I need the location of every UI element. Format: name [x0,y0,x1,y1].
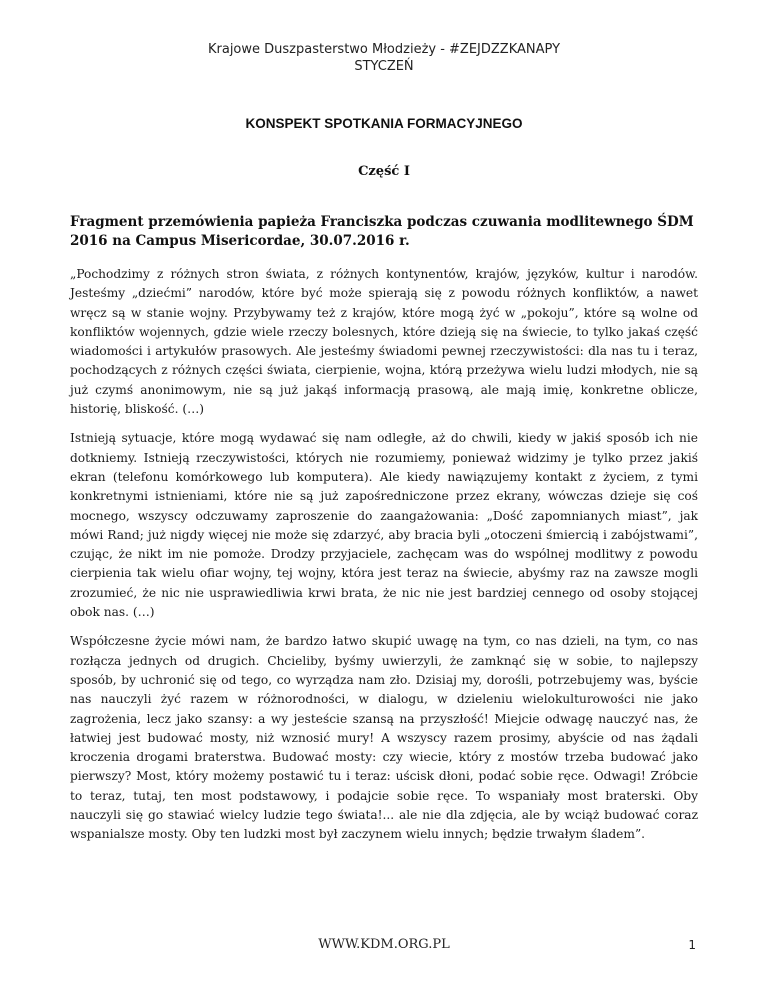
header-month: STYCZEŃ [354,59,414,74]
page-number: 1 [688,938,696,952]
footer-website-link[interactable]: WWW.KDM.ORG.PL [318,937,450,952]
paragraph-3: Współczesne życie mówi nam, że bardzo łatwo skupić uwagę na tym, co nas dzieli, na tym, co nas rozłącza jednych od drugich. Chcieliby, byśmy uwierzyli, że zamknąć się w sobie, to najlepszy sposób, by uchronić się od tego, co wyrządza nam zło. Dzisiaj my, dorośli, potrzebujemy was, byście nas nauczyli żyć razem w różnorodności, w dialogu, w dzieleniu wielokulturowości nie jako zagrożenia, lecz jako szansy: a wy jesteście szansą na przyszłość! Miejcie odwagę nauczyć nas, że łatwiej jest budować mosty, niż wznosić mury! A wszyscy razem prosimy, abyście od nas żądali kroczenia drogami braterstwa. Budować mosty: czy wiecie, który z mostów trzeba budować jako pierwszy? Most, który możemy postawić tu i teraz: uścisk dłoni, podać sobie ręce. Odwagi! Zróbcie to teraz, tutaj, ten most podstawowy, i podajcie sobie ręce. To wspaniały most braterski. Oby nauczyli się go stawiać wielcy ludzie tego świata!... ale nie dla zdjęcia, ale by wciąż budować coraz wspanialsze mosty. Oby ten ludzki most był zaczynem wielu innych; będzie trwałym śladem”. [70,634,698,842]
section-title: Fragment przemówienia papieża Franciszka podczas czuwania modlitewnego ŚDM 2016 na Campus Misericordae, 30.07.2016 r. [70,214,694,249]
part-label: Część I [358,164,410,179]
document-heading: KONSPEKT SPOTKANIA FORMACYJNEGO [245,116,523,131]
header-organization: Krajowe Duszpasterstwo Młodzieży - #ZEJDZZKANAPY [207,42,561,57]
body-text [70,265,698,855]
paragraph-2: Istnieją sytuacje, które mogą wydawać się nam odległe, aż do chwili, kiedy w jakiś sposób ich nie dotkniemy. Istnieją rzeczywistości, których nie rozumiemy, ponieważ widzimy je tylko przez jakiś ekran (telefonu komórkowego lub komputera). Ale kiedy nawiązujemy kontakt z życiem, z tymi konkretnymi istnieniami, które nie są już zapośredniczone przez ekrany, wówczas dzieje się coś mocnego, wszyscy odczuwamy zaproszenie do zaangażowania: „Dość zapomnianych miast”, jak mówi Rand; już nigdy więcej nie może się zdarzyć, aby bracia byli „otoczeni śmiercią i zabójstwami”, czując, że nikt im nie pomoże. Drodzy przyjaciele, zachęcam was do wspólnej modlitwy z powodu cierpienia tak wielu ofiar wojny, tej wojny, która jest teraz na świecie, abyśmy raz na zawsze mogli zrozumieć, że nic nie usprawiedliwia krwi brata, że nic nie jest bardziej cennego od osoby stojącej obok nas. (…) [70,431,698,620]
paragraph-1: „Pochodzimy z różnych stron świata, z różnych kontynentów, krajów, języków, kultur i narodów. Jesteśmy „dziećmi” narodów, które być może spierają się z powodu różnych konfliktów, a nawet wręcz są w stanie wojny. Przybywamy też z krajów, które mogą żyć w „pokoju”, które są wolne od konfliktów wojennych, gdzie wiele rzeczy bolesnych, które dzieją się na świecie, to tylko jakaś część wiadomości i artykułów prasowych. Ale jesteśmy świadomi pewnej rzeczywistości: dla nas tu i teraz, pochodzących z różnych części świata, cierpienie, wojna, którą przeżywa wielu ludzi młodych, nie są już czymś anonimowym, nie są już jakąś informacją prasową, ale mają imię, konkretne oblicze, historię, bliskość. (…) [70,267,698,417]
page-header [0,41,768,75]
